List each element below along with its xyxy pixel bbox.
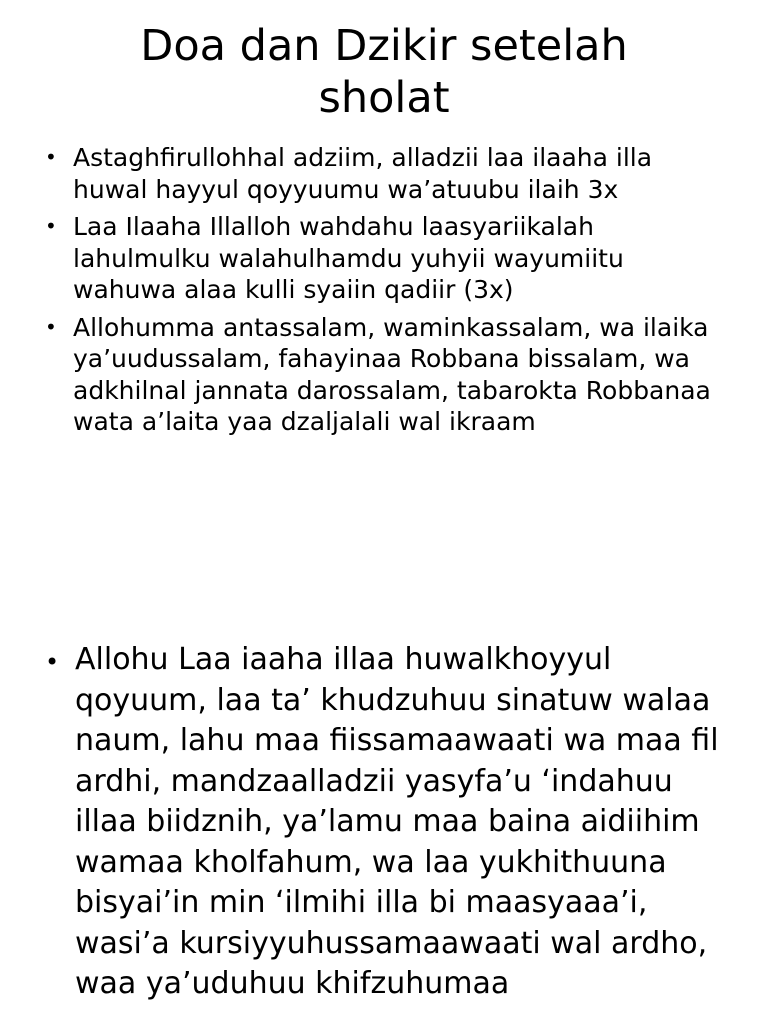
dzikir-list [0, 142, 768, 444]
list-item [0, 211, 768, 306]
slide-title-line-2: sholat [318, 73, 450, 123]
ayat-kursi-list [0, 640, 768, 1005]
bullet-icon: • [45, 214, 57, 238]
bullet-icon: • [45, 314, 57, 339]
bullet-icon: • [45, 145, 57, 169]
bullet-icon: • [45, 648, 60, 676]
list-item-text: Astaghfirullohhal adziim, alladzii laa ilaaha illa huwal hayyul qoyyuumu wa’atuubu ilaih 3x [73, 143, 653, 204]
slide-title-line-1: Doa dan Dzikir setelah [140, 21, 628, 71]
list-item-text: Laa Ilaaha Illalloh wahdahu laasyariikalah lahulmulku walahulhamdu yuhyii wayumiitu wahuwa alaa kulli syaiin qadiir (3x) [73, 212, 624, 304]
list-item [0, 640, 768, 1005]
list-item [0, 312, 768, 438]
list-item-text: Allohumma antassalam, waminkassalam, wa ilaika ya’uudussalam, fahayinaa Robbana bissalam, wa adkhilnal jannata darossalam, tabarokta Robbanaa wata a’laita yaa dzaljalali wal ikraam [73, 312, 711, 436]
list-item [0, 142, 768, 205]
slide-title [0, 20, 768, 124]
list-item-text: Allohu Laa iaaha illaa huwalkhoyyul qoyuum, laa ta’ khudzuhuu sinatuw walaa naum, lahu maa fiissamaawaati wa maa fil ardhi, mandzaalladzii yasyfa’u ‘indahuu illaa biidznih, ya’lamu maa baina aidiihim wamaa kholfahum, wa laa yukhithuuna bisyai’in min ‘ilmihi illa bi maasyaaa’i, wasi’a kursiyyuhussamaawaati wal ardho, waa ya’uduhuu khifzuhumaa [75, 642, 719, 1001]
